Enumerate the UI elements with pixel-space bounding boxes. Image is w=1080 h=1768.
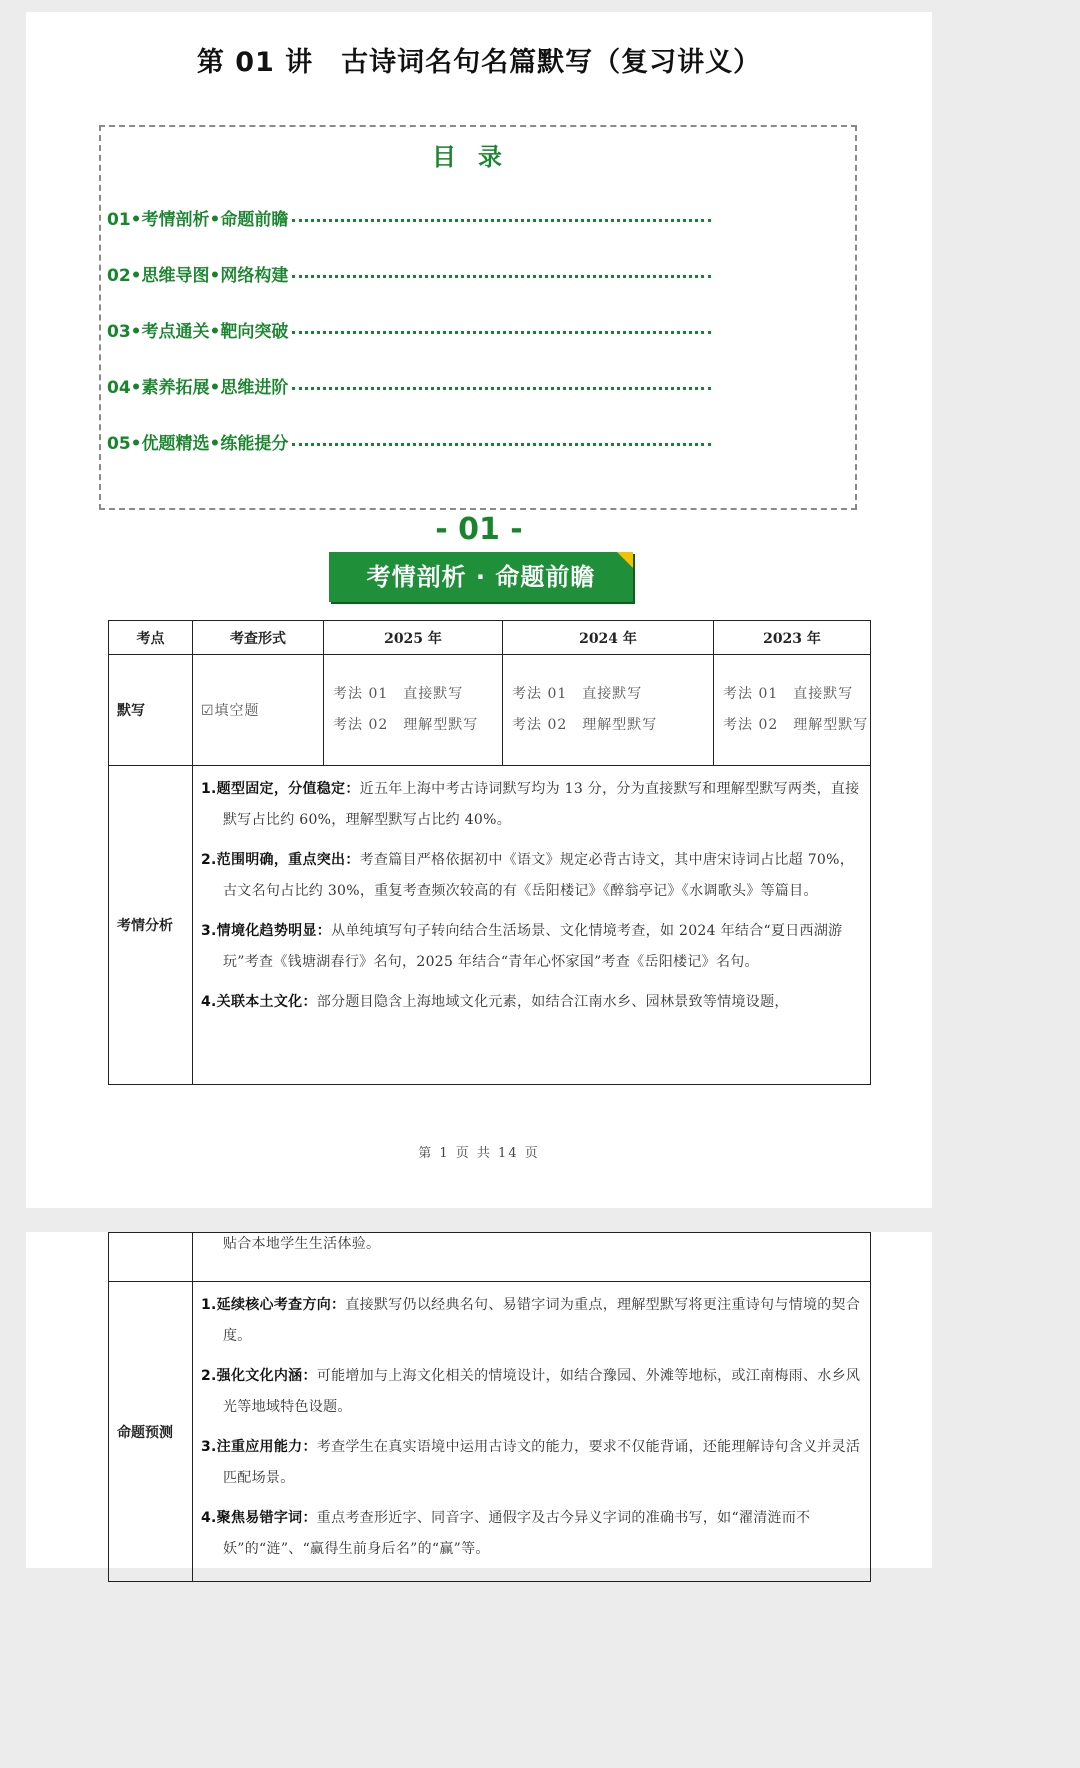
analysis-continuation-cell bbox=[193, 1233, 871, 1282]
toc-leader-dots bbox=[292, 387, 711, 390]
method-item: 考法 02 理解型默写 bbox=[723, 717, 869, 733]
paragraph-text: 近五年上海中考古诗词默写均为 13 分，分为直接默写和理解型默写两类，直接默写占比约 60%，理解型默写占比约 40%。 bbox=[223, 781, 860, 828]
paragraph-text: 考查篇目严格依据初中《语文》规定必背古诗文，其中唐宋诗词占比超 70%，古文名句占比约 30%，重复考查频次较高的有《岳阳楼记》《醉翁亭记》《水调歌头》等篇目。 bbox=[223, 852, 855, 899]
table-header-cell: 2025 年 bbox=[324, 621, 503, 655]
paragraph-text: 直接默写仍以经典名句、易错字词为重点，理解型默写将更注重诗句与情境的契合度。 bbox=[223, 1297, 861, 1344]
toc-item[interactable] bbox=[107, 429, 711, 454]
paragraph-heading: 4.关联本土文化： bbox=[201, 994, 317, 1010]
prediction-paragraph bbox=[201, 1432, 862, 1494]
paragraph-heading: 2.范围明确，重点突出： bbox=[201, 852, 360, 868]
exam-analysis-table-continued bbox=[108, 1232, 871, 1582]
toc-item[interactable] bbox=[107, 373, 711, 398]
toc-item-label: 01•考情剖析•命题前瞻 bbox=[107, 210, 289, 230]
table-header-cell: 2024 年 bbox=[503, 621, 714, 655]
toc-item-label: 05•优题精选•练能提分 bbox=[107, 434, 289, 454]
paragraph-heading: 3.情境化趋势明显： bbox=[201, 923, 332, 939]
section-banner bbox=[329, 552, 633, 602]
table-header-cell: 考点 bbox=[109, 621, 193, 655]
table-row bbox=[109, 655, 871, 766]
document-title: 第 01 讲 古诗词名句名篇默写（复习讲义） bbox=[196, 47, 762, 78]
toc-title: 目录 bbox=[432, 143, 524, 171]
section-banner-label: 考情剖析 · 命题前瞻 bbox=[366, 563, 596, 591]
paragraph-heading: 3.注重应用能力： bbox=[201, 1439, 317, 1455]
analysis-label-cell: 考情分析 bbox=[109, 766, 193, 1085]
document-page-2 bbox=[26, 1232, 932, 1568]
analysis-paragraph bbox=[201, 845, 862, 907]
section-number: - 01 - bbox=[435, 512, 523, 547]
toc-item[interactable] bbox=[107, 261, 711, 286]
paragraph-heading: 4.聚焦易错字词： bbox=[201, 1510, 317, 1526]
document-page-1 bbox=[26, 12, 932, 1208]
paragraph-text: 部分题目隐含上海地域文化元素，如结合江南水乡、园林景致等情境设题， bbox=[316, 994, 789, 1010]
method-item: 考法 02 理解型默写 bbox=[512, 717, 658, 733]
method-item: 考法 02 理解型默写 bbox=[333, 717, 479, 733]
exam-analysis-table bbox=[108, 620, 871, 1085]
method-item: 考法 01 直接默写 bbox=[723, 686, 854, 702]
paragraph-text: 贴合本地学生生活体验。 bbox=[223, 1236, 381, 1252]
table-header-cell: 2023 年 bbox=[714, 621, 871, 655]
table-row bbox=[109, 1282, 871, 1582]
empty-label-cell bbox=[109, 1233, 193, 1282]
toc-item-label: 02•思维导图•网络构建 bbox=[107, 266, 289, 286]
paragraph-text: 重点考查形近字、同音字、通假字及古今异义字词的准确书写，如“濯清涟而不妖”的“涟”、“赢得生前身后名”的“赢”等。 bbox=[223, 1510, 811, 1557]
method-item: 考法 01 直接默写 bbox=[333, 686, 464, 702]
toc-item-label: 03•考点通关•靶向突破 bbox=[107, 322, 289, 342]
toc-leader-dots bbox=[292, 443, 711, 446]
table-row bbox=[109, 1233, 871, 1282]
table-header-cell: 考查形式 bbox=[193, 621, 324, 655]
toc-item-label: 04•素养拓展•思维进阶 bbox=[107, 378, 289, 398]
paragraph-heading: 1.延续核心考查方向： bbox=[201, 1297, 346, 1313]
banner-corner-decoration bbox=[617, 552, 633, 568]
prediction-content-cell bbox=[193, 1282, 871, 1582]
analysis-paragraph bbox=[201, 916, 862, 978]
prediction-paragraph bbox=[201, 1290, 862, 1352]
exam-point-cell: 默写 bbox=[109, 655, 193, 766]
exam-form-cell: ☑填空题 bbox=[193, 655, 324, 766]
table-header-row bbox=[109, 621, 871, 655]
paragraph-heading: 1.题型固定，分值稳定： bbox=[201, 781, 360, 797]
page-number: 第 1 页 共 14 页 bbox=[418, 1146, 540, 1161]
methods-2025-cell bbox=[324, 655, 503, 766]
prediction-label-cell: 命题预测 bbox=[109, 1282, 193, 1582]
prediction-paragraph bbox=[201, 1361, 862, 1423]
prediction-paragraph bbox=[201, 1503, 862, 1565]
paragraph-text: 考查学生在真实语境中运用古诗文的能力，要求不仅能背诵，还能理解诗句含义并灵活匹配场景。 bbox=[223, 1439, 861, 1486]
toc-item[interactable] bbox=[107, 205, 711, 230]
toc-leader-dots bbox=[292, 219, 711, 222]
methods-2024-cell bbox=[503, 655, 714, 766]
toc-item[interactable] bbox=[107, 317, 711, 342]
methods-2023-cell bbox=[714, 655, 871, 766]
method-item: 考法 01 直接默写 bbox=[512, 686, 643, 702]
analysis-content-cell bbox=[193, 766, 871, 1085]
table-row bbox=[109, 766, 871, 1085]
paragraph-text: 从单纯填写句子转向结合生活场景、文化情境考查，如 2024 年结合“夏日西湖游玩”考查《钱塘湖春行》名句，2025 年结合“青年心怀家国”考查《岳阳楼记》名句。 bbox=[223, 923, 843, 970]
paragraph-heading: 2.强化文化内涵： bbox=[201, 1368, 317, 1384]
analysis-paragraph bbox=[201, 774, 862, 836]
table-of-contents bbox=[99, 125, 857, 510]
paragraph-text: 可能增加与上海文化相关的情境设计，如结合豫园、外滩等地标，或江南梅雨、水乡风光等地域特色设题。 bbox=[223, 1368, 861, 1415]
toc-leader-dots bbox=[292, 331, 711, 334]
toc-leader-dots bbox=[292, 275, 711, 278]
analysis-paragraph bbox=[201, 987, 862, 1018]
